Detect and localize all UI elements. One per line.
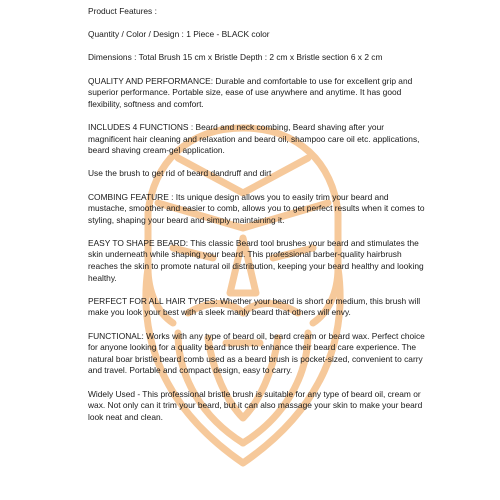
quality-paragraph: QUALITY AND PERFORMANCE: Durable and comfortable to use for excellent grip and superior performance. Portable size, ease of use anywhere and anytime. It has good flexibility, softness and comfort.	[88, 75, 413, 109]
quantity-paragraph: Quantity / Color / Design : 1 Piece - BLACK color	[88, 29, 270, 40]
widely-used-paragraph: Widely Used - This professional bristle brush is suitable for any type of beard oil, cream or wax. Not only can it trim your beard, but it can also massage your skin to make your beard look neat and clean.	[88, 388, 423, 422]
product-description-text	[88, 6, 428, 435]
section-title: Product Features :	[88, 6, 157, 16]
functional-paragraph: FUNCTIONAL: Works with any type of beard oil, beard cream or beard wax. Perfect choice for anyone looking for a quality beard brush to enhance their beard care experience. The natural boar bristle beard comb used as a beard brush is pocket-sized, convenient to carry and travel. Portable and compact design, easy to carry.	[88, 330, 425, 376]
dandruff-paragraph: Use the brush to get rid of beard dandruff and dirt	[88, 168, 272, 179]
dimensions-paragraph: Dimensions : Total Brush 15 cm x Bristle Depth : 2 cm x Bristle section 6 x 2 cm	[88, 52, 383, 63]
shaping-paragraph: EASY TO SHAPE BEARD: This classic Beard tool brushes your beard and stimulates the skin underneath while shaping your beard. This professional barber-quality hairbrush reaches the skin to promote natural oil distribution, keeping your beard healthy and looking healthy.	[88, 237, 424, 283]
hair-types-paragraph: PERFECT FOR ALL HAIR TYPES: Whether your beard is short or medium, this brush will make you look your best with a sleek manly beard that others will envy.	[88, 295, 421, 318]
functions-paragraph: INCLUDES 4 FUNCTIONS : Beard and neck combing, Beard shaving after your magnificent hair cleaning and relaxation and beard oil, shampoo care oil etc. applications, beard shaving cream-gel application.	[88, 121, 420, 156]
combing-paragraph: COMBING FEATURE : Its unique design allows you to easily trim your beard and mustache, smoother and easier to comb, allows you to get perfect results when it comes to styling, shaping your beard and simply maintaining it.	[88, 191, 425, 225]
